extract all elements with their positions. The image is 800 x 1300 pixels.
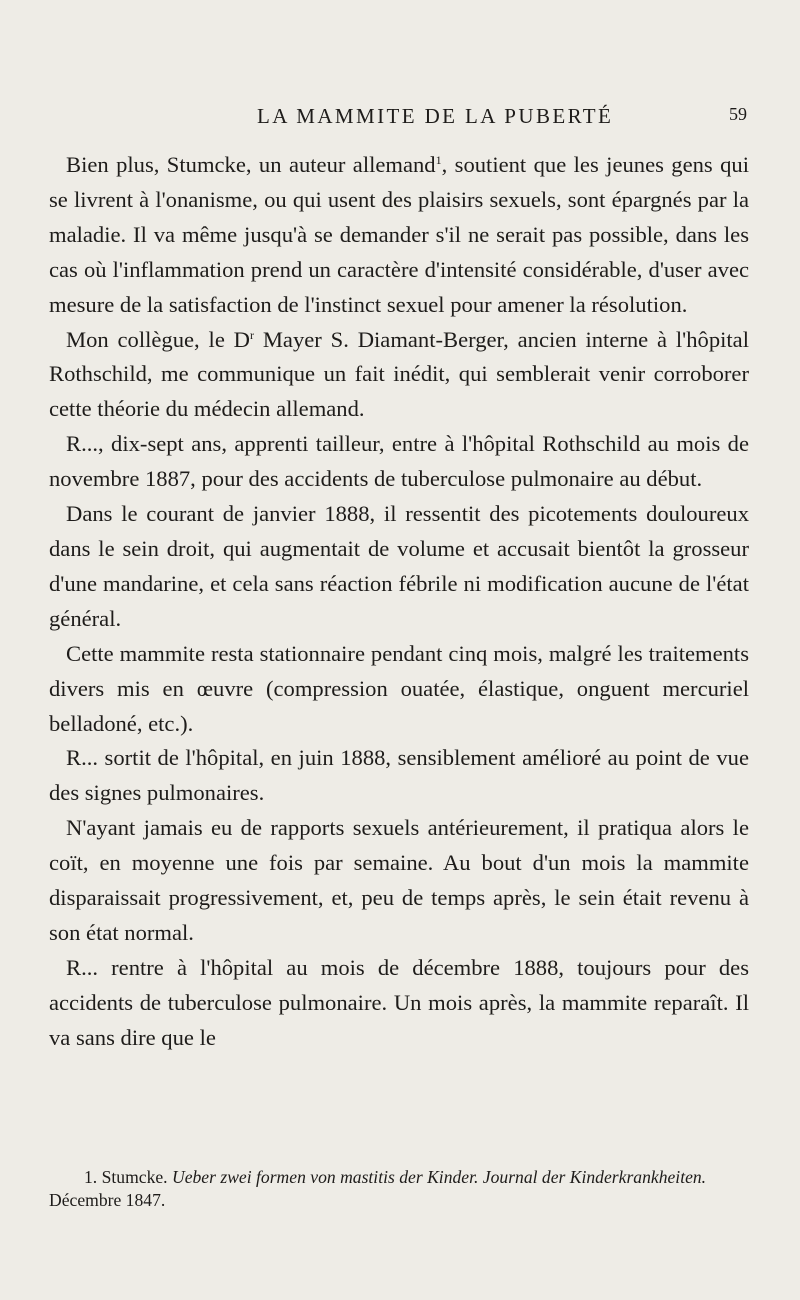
paragraph-5: Cette mammite resta stationnaire pendant cinq mois, malgré les traitements divers mis en œuvre (compression ouatée, élastique, onguent mercuriel belladoné, etc.). <box>49 640 749 736</box>
page-number: 59 <box>729 104 747 124</box>
footnote-ref: 1 <box>435 153 442 167</box>
paragraph-8: R... rentre à l'hôpital au mois de décembre 1888, toujours pour des accidents de tuberculose pulmonaire. Un mois après, la mammite reparaît. Il va sans dire que le <box>49 954 749 1050</box>
paragraph-7: N'ayant jamais eu de rapports sexuels antérieurement, il pratiqua alors le coït, en moyenne une fois par semaine. Au bout d'un mois la mammite disparaissait progressivement, et, peu de temps après, le sein était revenu à son état normal. <box>49 815 749 945</box>
paragraph-2: Mon collègue, le $D^r$ Mayer S. Diamant-Berger, ancien interne à l'hôpital Rothschild, me communique un fait inédit, qui semblerait venir corroborer cette théorie du médecin allemand. <box>49 326 749 422</box>
page-header <box>0 104 800 134</box>
paragraph-1: Bien plus, Stumcke, un auteur allemand$^1$, soutient que les jeunes gens qui se livrent à l'onanisme, ou qui usent des plaisirs sexuels, sont épargnés par la maladie. Il va même jusqu'à se demander s'il ne serait pas possible, dans les cas où l'inflammation prend un caractère d'intensité considérable, d'user avec mesure de la satisfaction de l'instinct sexuel pour amener la résolution. <box>49 152 749 317</box>
paragraph-4: Dans le courant de janvier 1888, il ressentit des picotements douloureux dans le sein droit, qui augmentait de volume et accusait bientôt la grosseur d'une mandarine, et cela sans réaction fébrile ni modification aucune de l'état général. <box>49 501 749 631</box>
running-title: LA MAMMITE DE LA PUBERTÉ <box>257 104 614 128</box>
paragraph-3: R..., dix-sept ans, apprenti tailleur, entre à l'hôpital Rothschild au mois de novembre 1887, pour des accidents de tuberculose pulmonaire au début. <box>49 431 749 492</box>
footnote-1: 1. Stumcke. Ueber zwei formen von mastitis der Kinder. Journal der Kinderkrankheiten. Décembre 1847. <box>49 1167 707 1210</box>
body-text <box>49 148 749 1056</box>
paragraph-6: R... sortit de l'hôpital, en juin 1888, sensiblement amélioré au point de vue des signes pulmonaires. <box>49 745 749 806</box>
footnotes <box>49 1166 749 1212</box>
